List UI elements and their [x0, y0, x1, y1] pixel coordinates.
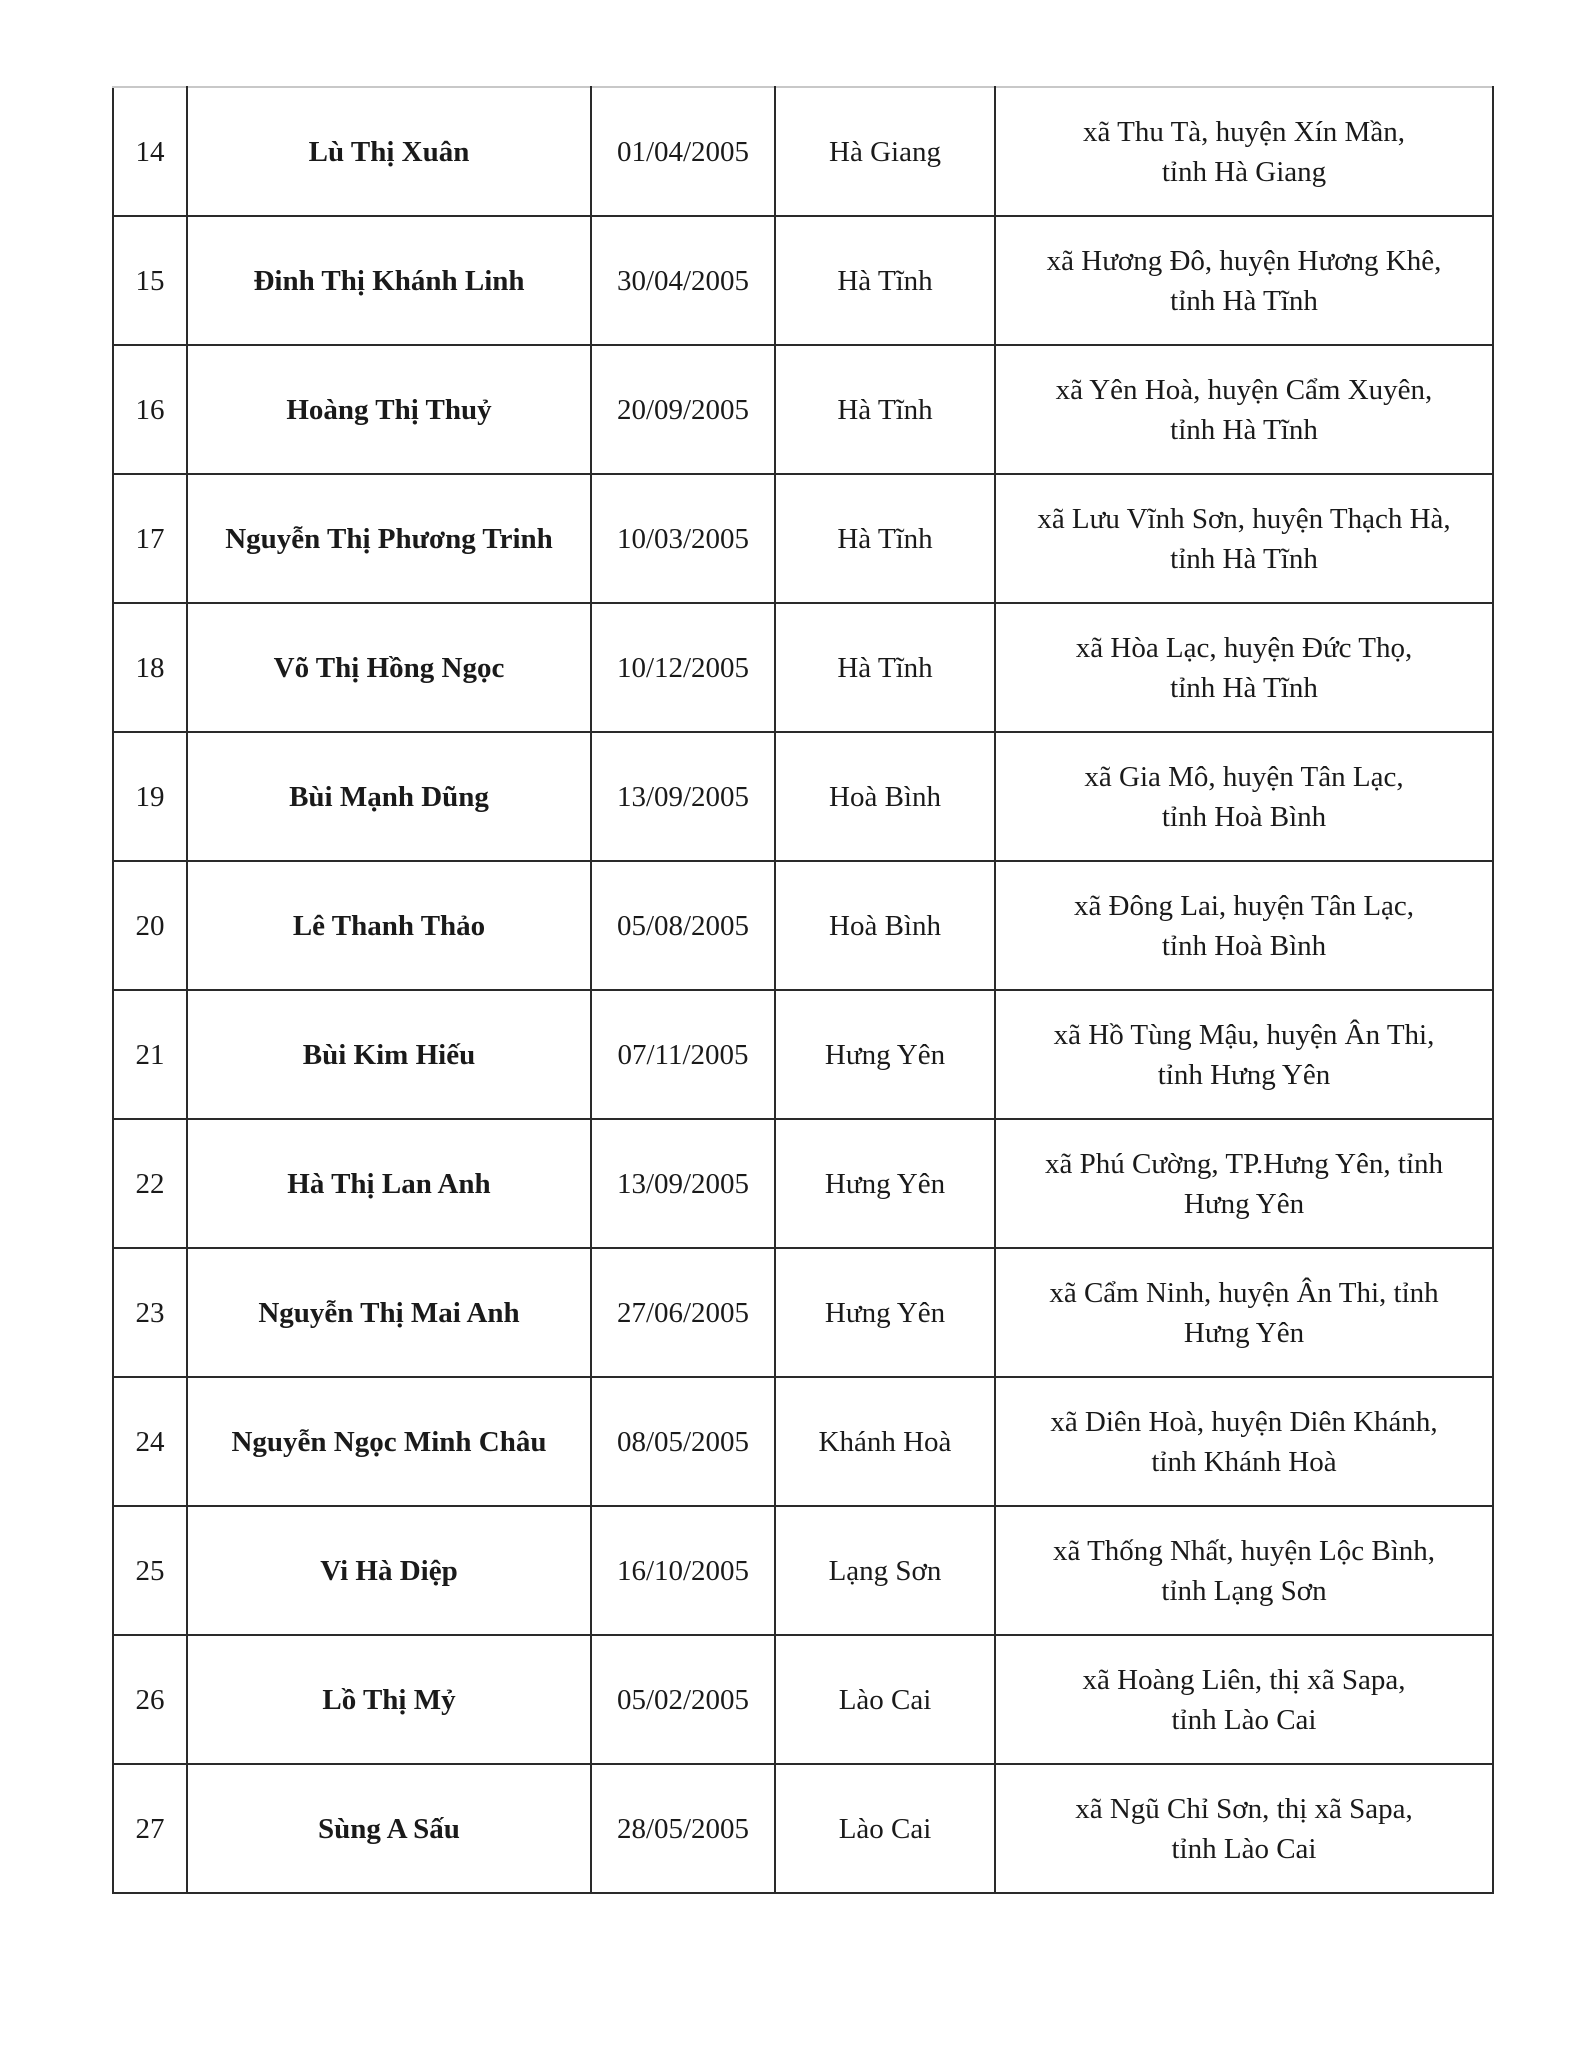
table-row	[113, 1506, 1493, 1635]
student-name: Vi Hà Diệp	[187, 1506, 591, 1635]
address-line: xã Gia Mô, huyện Tân Lạc,	[1084, 760, 1404, 793]
student-name: Lồ Thị Mỷ	[187, 1635, 591, 1764]
table-row	[113, 216, 1493, 345]
province: Hà Tĩnh	[775, 216, 995, 345]
student-table	[112, 86, 1494, 1894]
address-line: Hưng Yên	[1183, 1316, 1305, 1349]
address-line: tỉnh Hà Tĩnh	[1170, 671, 1318, 704]
province: Hà Tĩnh	[775, 474, 995, 603]
address-line: tỉnh Lào Cai	[1171, 1832, 1317, 1865]
address-line: tỉnh Hưng Yên	[1157, 1058, 1331, 1091]
student-name: Bùi Mạnh Dũng	[187, 732, 591, 861]
address	[995, 603, 1493, 732]
address-line: xã Thu Tà, huyện Xín Mần,	[1083, 115, 1405, 148]
address-line: tỉnh Hà Tĩnh	[1170, 542, 1318, 575]
date-of-birth: 10/03/2005	[591, 474, 775, 603]
province: Lào Cai	[775, 1635, 995, 1764]
row-number: 17	[113, 474, 187, 603]
student-name: Hoàng Thị Thuỷ	[187, 345, 591, 474]
row-number: 26	[113, 1635, 187, 1764]
row-number: 14	[113, 87, 187, 216]
address-line: tỉnh Khánh Hoà	[1151, 1445, 1337, 1478]
date-of-birth: 30/04/2005	[591, 216, 775, 345]
province: Hà Tĩnh	[775, 345, 995, 474]
date-of-birth: 28/05/2005	[591, 1764, 775, 1893]
date-of-birth: 07/11/2005	[591, 990, 775, 1119]
student-name: Nguyễn Thị Phương Trinh	[187, 474, 591, 603]
address-line: xã Phú Cường, TP.Hưng Yên, tỉnh	[1044, 1147, 1443, 1180]
address-line: tỉnh Hà Tĩnh	[1170, 413, 1318, 446]
date-of-birth: 20/09/2005	[591, 345, 775, 474]
address-line: xã Lưu Vĩnh Sơn, huyện Thạch Hà,	[1037, 502, 1451, 535]
date-of-birth: 05/08/2005	[591, 861, 775, 990]
row-number: 22	[113, 1119, 187, 1248]
address	[995, 861, 1493, 990]
table-row	[113, 474, 1493, 603]
address-line: xã Thống Nhất, huyện Lộc Bình,	[1052, 1534, 1436, 1567]
student-name: Bùi Kim Hiếu	[187, 990, 591, 1119]
address-line: xã Hương Đô, huyện Hương Khê,	[1046, 244, 1442, 277]
address-line: xã Hồ Tùng Mậu, huyện Ân Thi,	[1053, 1018, 1435, 1051]
table-row	[113, 1377, 1493, 1506]
address-line: tỉnh Hoà Bình	[1161, 800, 1327, 833]
date-of-birth: 16/10/2005	[591, 1506, 775, 1635]
row-number: 23	[113, 1248, 187, 1377]
province: Khánh Hoà	[775, 1377, 995, 1506]
table-row	[113, 1248, 1493, 1377]
address-line: tỉnh Lạng Sơn	[1161, 1574, 1327, 1607]
table-row	[113, 87, 1493, 216]
table-row	[113, 1764, 1493, 1893]
row-number: 24	[113, 1377, 187, 1506]
address-line: xã Hoàng Liên, thị xã Sapa,	[1082, 1663, 1406, 1696]
address	[995, 216, 1493, 345]
student-name: Nguyễn Ngọc Minh Châu	[187, 1377, 591, 1506]
date-of-birth: 13/09/2005	[591, 732, 775, 861]
address-line: xã Ngũ Chỉ Sơn, thị xã Sapa,	[1075, 1792, 1413, 1825]
table-body	[113, 87, 1493, 1893]
date-of-birth: 05/02/2005	[591, 1635, 775, 1764]
province: Lào Cai	[775, 1764, 995, 1893]
province: Hoà Bình	[775, 732, 995, 861]
row-number: 20	[113, 861, 187, 990]
student-name: Lê Thanh Thảo	[187, 861, 591, 990]
address-line: xã Cẩm Ninh, huyện Ân Thi, tỉnh	[1049, 1276, 1439, 1309]
date-of-birth: 10/12/2005	[591, 603, 775, 732]
address-line: xã Diên Hoà, huyện Diên Khánh,	[1050, 1405, 1438, 1438]
date-of-birth: 13/09/2005	[591, 1119, 775, 1248]
row-number: 27	[113, 1764, 187, 1893]
table-row	[113, 861, 1493, 990]
table-row	[113, 732, 1493, 861]
student-name: Đinh Thị Khánh Linh	[187, 216, 591, 345]
table-row	[113, 1635, 1493, 1764]
row-number: 25	[113, 1506, 187, 1635]
address	[995, 345, 1493, 474]
address	[995, 1248, 1493, 1377]
row-number: 19	[113, 732, 187, 861]
row-number: 18	[113, 603, 187, 732]
address-line: xã Yên Hoà, huyện Cẩm Xuyên,	[1055, 373, 1433, 406]
province: Hà Giang	[775, 87, 995, 216]
table-row	[113, 1119, 1493, 1248]
table-row	[113, 345, 1493, 474]
row-number: 21	[113, 990, 187, 1119]
student-name: Võ Thị Hồng Ngọc	[187, 603, 591, 732]
address-line: tỉnh Hà Tĩnh	[1170, 284, 1318, 317]
student-name: Sùng A Sấu	[187, 1764, 591, 1893]
province: Hưng Yên	[775, 1119, 995, 1248]
row-number: 15	[113, 216, 187, 345]
address	[995, 87, 1493, 216]
address	[995, 1506, 1493, 1635]
province: Hoà Bình	[775, 861, 995, 990]
address	[995, 1764, 1493, 1893]
table-row	[113, 603, 1493, 732]
student-name: Hà Thị Lan Anh	[187, 1119, 591, 1248]
date-of-birth: 08/05/2005	[591, 1377, 775, 1506]
address	[995, 1119, 1493, 1248]
address	[995, 1377, 1493, 1506]
province: Hưng Yên	[775, 1248, 995, 1377]
address	[995, 474, 1493, 603]
address-line: tỉnh Lào Cai	[1171, 1703, 1317, 1736]
province: Lạng Sơn	[775, 1506, 995, 1635]
address-line: tỉnh Hoà Bình	[1161, 929, 1327, 962]
table-row	[113, 990, 1493, 1119]
address-line: Hưng Yên	[1183, 1187, 1305, 1220]
address-line: xã Đông Lai, huyện Tân Lạc,	[1073, 889, 1415, 922]
province: Hưng Yên	[775, 990, 995, 1119]
row-number: 16	[113, 345, 187, 474]
province: Hà Tĩnh	[775, 603, 995, 732]
date-of-birth: 01/04/2005	[591, 87, 775, 216]
address-line: tỉnh Hà Giang	[1161, 155, 1327, 188]
address	[995, 1635, 1493, 1764]
date-of-birth: 27/06/2005	[591, 1248, 775, 1377]
address	[995, 732, 1493, 861]
address	[995, 990, 1493, 1119]
student-name: Lù Thị Xuân	[187, 87, 591, 216]
address-line: xã Hòa Lạc, huyện Đức Thọ,	[1075, 631, 1413, 664]
student-name: Nguyễn Thị Mai Anh	[187, 1248, 591, 1377]
